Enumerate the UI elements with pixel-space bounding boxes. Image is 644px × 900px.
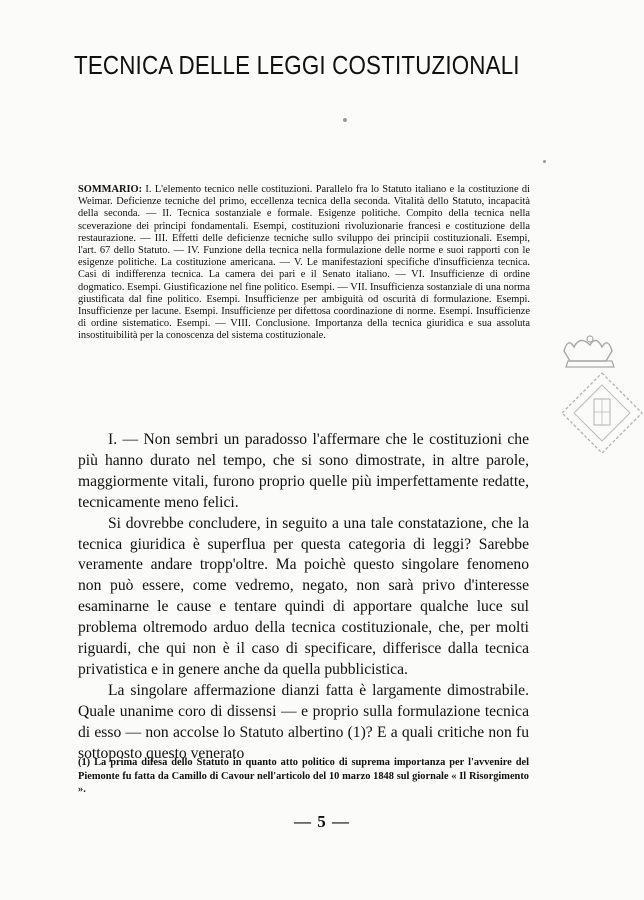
summary-text: I. L'elemento tecnico nelle costituzioni. Parallelo fra lo Statuto italiano e la costituzione di Weimar. Deficienze tecniche del primo, eccellenza tecnica della seconda. Vitalità dello Statuto, incapacità della seconda. — II. Tecnica sostanziale e formale. Esigenze politiche. Compito della tecnica nella sceverazione dei principi fondamentali. Esempi, costituzioni rivoluzionarie francesi e costituzione della restaurazione. — III. Effetti delle deficienze tecniche sullo sviluppo dei principii costituzionali. Esempi, l'art. 67 dello Statuto. — IV. Funzione della tecnica nella formulazione delle norme e suoi rapporti con le esigenze politiche. La costituzione americana. — V. Le manifestazioni specifiche d'insufficienza tecnica. Casi di indifferenza tecnica. La camera dei pari e il Senato italiano. — VI. Insufficienze di ordine dogmatico. Esempi. Giustificazione nel fine politico. Esempi. — VII. Insufficienza sostanziale di una norma giustificata dal fine politico. Esempi. Insufficienze per ambiguità od oscurità di formulazione. Esempi. Insufficienze per lacune. Esempi. Insufficienze per difettosa coordinazione di norme. Esempi. Insufficienze di ordine sistematico. Esempi. — VIII. Conclusione. Importanza della tecnica giuridica e sua assoluta insostituibilità per la conoscenza del sistema costituzionale.	[78, 184, 530, 342]
page-number: — 5 —	[294, 812, 350, 831]
paragraph: I. — Non sembri un paradosso l'affermare che le costituzioni che più hanno durato nel tempo, che si sono dimostrate, in altre parole, maggiormente vitali, furono proprio quelle più imperfettamente redatte, tecnicamente meno felici.	[78, 431, 529, 511]
summary	[78, 184, 530, 343]
speck-mark	[543, 160, 546, 163]
library-stamp-icon	[560, 315, 644, 465]
paragraph: Si dovrebbe concludere, in seguito a una tale constatazione, che la tecnica giuridica è superflua per questa categoria di leggi? Sarebbe veramente andare tropp'oltre. Ma poichè questo singolare fenomeno non può essere, come vedremo, negato, non sarà privo d'interesse esaminarne le cause e tentare quindi di apportare qualche luce sul problema oltremodo arduo della tecnica costituzionale, che, per molti riguardi, che qui non è il caso di specificare, differisce dalla tecnica privatistica e in genere anche da quella pubblicistica.	[78, 514, 529, 678]
paragraph: La singolare affermazione dianzi fatta è largamente dimostrabile. Quale unanime coro di dissensi — e proprio sulla formulazione tecnica di esso — non accolse lo Statuto albertino (1)? E a quali critiche non fu sottoposto questo venerato	[78, 681, 529, 762]
page-title: TECNICA DELLE LEGGI COSTITUZIONALI	[74, 50, 520, 80]
summary-label: SOMMARIO:	[78, 184, 143, 195]
speck-mark	[343, 118, 347, 122]
footnote: (1) La prima difesa dello Statuto in quanto atto politico di suprema importanza per l'avvenire del Piemonte fu fatta da Camillo di Cavour nell'articolo del 10 marzo 1848 sul giornale « Il Risorgimento ».	[78, 757, 529, 796]
body-text	[78, 430, 529, 765]
